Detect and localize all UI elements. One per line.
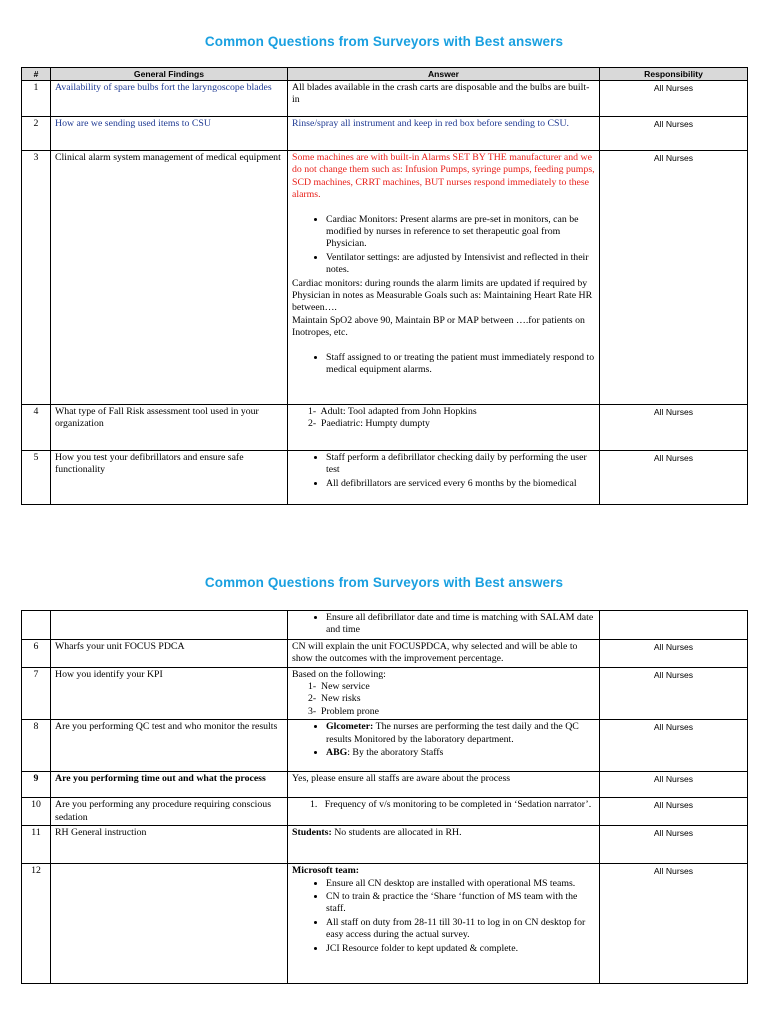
answer-text: No students are allocated in RH. [331, 827, 462, 839]
col-header-answer: Answer [288, 68, 600, 81]
row-number: 11 [22, 826, 51, 864]
list-item-text: : By the aboratory Staffs [347, 747, 444, 759]
list-item: 1- New service [308, 681, 370, 693]
row-number: 6 [22, 639, 51, 667]
responsibility-cell: All Nurses [600, 826, 748, 864]
table-row [22, 720, 748, 772]
table-row [22, 611, 748, 640]
table-row [22, 798, 748, 826]
page-title: Common Questions from Surveyors with Best answers [204, 34, 564, 49]
table-row [22, 826, 748, 864]
finding-cell: Clinical alarm system management of medical equipment [51, 151, 288, 405]
list-item: • Ensure all defibrillator date and time is matching with SALAM date and time [326, 612, 595, 637]
list-item: • Staff perform a defibrillator checking daily by performing the user test [326, 452, 595, 477]
col-header-findings: General Findings [51, 68, 288, 81]
answer-bullets [292, 878, 595, 955]
row-number: 12 [22, 864, 51, 984]
finding-cell [51, 864, 288, 984]
row-number: 5 [22, 451, 51, 505]
list-item [326, 747, 595, 759]
responsibility-cell: All Nurses [600, 151, 748, 405]
finding-cell: How are we sending used items to CSU [51, 117, 288, 151]
table-row [22, 864, 748, 984]
finding-cell: What type of Fall Risk assessment tool used in your organization [51, 405, 288, 451]
finding-cell: Availability of spare bulbs fort the laryngoscope blades [51, 81, 288, 117]
table-header-row [22, 68, 748, 81]
answer-cell [288, 864, 600, 984]
responsibility-cell: All Nurses [600, 772, 748, 798]
list-item: 1. Frequency of v/s monitoring to be completed in ‘Sedation narrator’. [310, 799, 592, 811]
finding-cell: How you identify your KPI [51, 667, 288, 720]
questions-table-2 [21, 610, 748, 984]
questions-table-1 [21, 67, 748, 505]
row-number: 3 [22, 151, 51, 405]
answer-bullets [292, 721, 595, 759]
responsibility-cell: All Nurses [600, 117, 748, 151]
bold-label: ABG [326, 747, 348, 759]
finding-cell: Are you performing time out and what the process [51, 772, 288, 798]
responsibility-cell [600, 611, 748, 640]
list-item: 1- Adult: Tool adapted from John Hopkins [308, 406, 477, 417]
table-row [22, 81, 748, 117]
answer-bullets [292, 214, 595, 277]
row-number: 7 [22, 667, 51, 720]
answer-red-text: Some machines are with built-in Alarms SET BY THE manufacturer and we do not change them such as: Infusion Pumps, syringe pumps, feeding pumps, SCD machines, CRRT machines, BUT nurses respond immediately to these alarms. [292, 152, 595, 201]
responsibility-cell: All Nurses [600, 81, 748, 117]
responsibility-cell: All Nurses [600, 798, 748, 826]
col-header-responsibility: Responsibility [600, 68, 748, 81]
answer-cell: Yes, please ensure all staffs are aware about the process [288, 772, 600, 798]
answer-cell [288, 720, 600, 772]
answer-bullets [292, 352, 595, 377]
answer-cell [288, 667, 600, 720]
table-row [22, 667, 748, 720]
list-item: • Cardiac Monitors: Present alarms are pre-set in monitors, can be modified by nurses in reference to set therapeutic goal from Physician. [326, 214, 595, 251]
list-item: 3- Problem prone [308, 705, 380, 717]
answer-cell [288, 405, 600, 451]
table-row [22, 639, 748, 667]
list-item: • All defibrillators are serviced every 6 months by the biomedical [326, 478, 595, 490]
list-item: • All staff on duty from 28-11 till 30-11 to log in on CN desktop for easy access during the actual survey. [326, 917, 595, 942]
bold-label: Glcometer: [326, 721, 374, 733]
row-number: 9 [22, 772, 51, 798]
list-item: 2- Paediatric: Humpty dumpty [308, 418, 430, 430]
row-number [22, 611, 51, 640]
answer-paragraph: Maintain SpO2 above 90, Maintain BP or MAP between ….for patients on Inotropes, etc. [292, 314, 585, 339]
list-item: 2- New risks [308, 693, 361, 705]
answer-cell: All blades available in the crash carts are disposable and the bulbs are built-in [288, 81, 600, 117]
responsibility-cell: All Nurses [600, 639, 748, 667]
responsibility-cell: All Nurses [600, 720, 748, 772]
answer-bullets [292, 612, 595, 637]
table-row [22, 451, 748, 505]
responsibility-cell: All Nurses [600, 451, 748, 505]
finding-cell: Wharfs your unit FOCUS PDCA [51, 639, 288, 667]
table-row [22, 117, 748, 151]
row-number: 1 [22, 81, 51, 117]
finding-cell: Are you performing any procedure requiring conscious sedation [51, 798, 288, 826]
col-header-num: # [22, 68, 51, 81]
answer-cell: CN will explain the unit FOCUSPDCA, why selected and will be able to show the outcomes with the improvement percentage. [288, 639, 600, 667]
row-number: 8 [22, 720, 51, 772]
row-number: 10 [22, 798, 51, 826]
list-item-text: The nurses are performing the test daily and the QC results Monitored by the laboratory department. [326, 721, 579, 745]
finding-cell: Are you performing QC test and who monitor the results [51, 720, 288, 772]
bold-label: Students: [292, 827, 332, 839]
responsibility-cell: All Nurses [600, 405, 748, 451]
table-row [22, 151, 748, 405]
page-title: Common Questions from Surveyors with Best answers [204, 575, 564, 590]
list-item: • JCI Resource folder to kept updated & complete. [326, 943, 595, 955]
answer-paragraph: Cardiac monitors: during rounds the alarm limits are updated if required by Physician in notes as Measurable Goals such as: Maintaining Heart Rate HR between…. [292, 277, 593, 314]
finding-cell: How you test your defibrillators and ensure safe functionality [51, 451, 288, 505]
answer-cell [288, 826, 600, 864]
answer-bullets [292, 452, 595, 490]
table-row [22, 405, 748, 451]
row-number: 4 [22, 405, 51, 451]
finding-cell: RH General instruction [51, 826, 288, 864]
bold-label: Microsoft team: [292, 865, 360, 877]
answer-cell [288, 151, 600, 405]
list-item: • CN to train & practice the ‘Share ‘function of MS team with the staff. [326, 891, 595, 916]
responsibility-cell: All Nurses [600, 667, 748, 720]
row-number: 2 [22, 117, 51, 151]
answer-paragraph: Based on the following: [292, 668, 386, 680]
answer-cell [288, 451, 600, 505]
answer-cell [288, 611, 600, 640]
list-item: • Ensure all CN desktop are installed with operational MS teams. [326, 878, 595, 890]
responsibility-cell: All Nurses [600, 864, 748, 984]
list-item: • Staff assigned to or treating the patient must immediately respond to medical equipment alarms. [326, 352, 595, 377]
finding-cell [51, 611, 288, 640]
answer-cell: Rinse/spray all instrument and keep in red box before sending to CSU. [288, 117, 600, 151]
answer-cell [288, 798, 600, 826]
table-row [22, 772, 748, 798]
list-item [326, 721, 595, 746]
list-item: • Ventilator settings: are adjusted by Intensivist and reflected in their notes. [326, 252, 595, 277]
